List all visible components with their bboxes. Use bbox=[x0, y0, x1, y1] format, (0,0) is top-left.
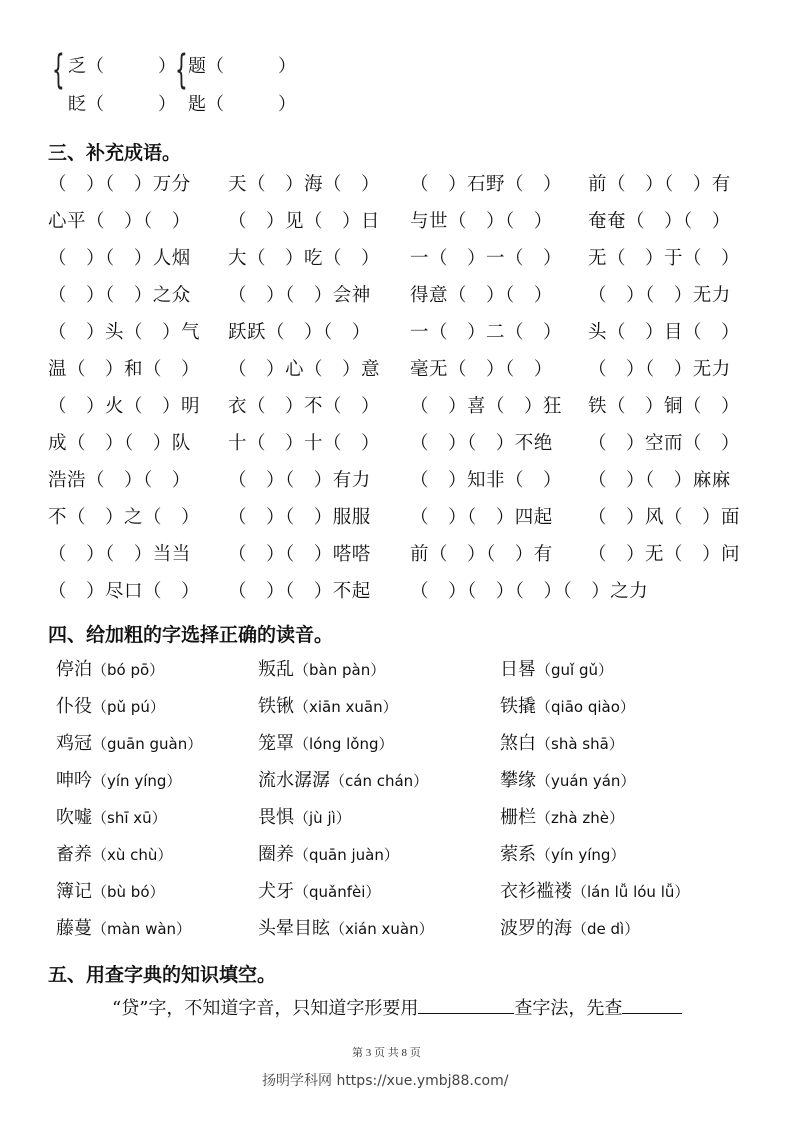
pronunciation-item bbox=[56, 729, 202, 755]
idiom-cell: 天（ ）海（ ） bbox=[228, 174, 381, 195]
idiom-cell: （ ）（ ）四起 bbox=[410, 507, 553, 528]
pronunciation-item bbox=[258, 655, 385, 681]
idiom-cell: （ ）空而（ ） bbox=[588, 433, 741, 454]
idiom-cell: （ ）见（ ）日 bbox=[228, 211, 381, 232]
pinyin-options: （pǔ pú） bbox=[92, 698, 165, 716]
pinyin-options: （bù bó） bbox=[92, 883, 165, 901]
pronunciation-item bbox=[56, 655, 164, 681]
idiom-cell: （ ）（ ）无力 bbox=[588, 359, 731, 380]
idiom-cell: （ ）（ ）万分 bbox=[48, 174, 191, 195]
idiom-cell: 成（ ）（ ）队 bbox=[48, 433, 191, 454]
idiom-cell: 铁（ ）铜（ ） bbox=[588, 396, 741, 417]
idiom-cell: 头（ ）目（ ） bbox=[588, 322, 741, 343]
pinyin-options: （màn wàn） bbox=[92, 920, 192, 938]
pronunciation-item bbox=[56, 766, 181, 792]
word: 煞白 bbox=[500, 733, 536, 754]
char-pair-2-bottom: 匙（ ） bbox=[188, 94, 296, 115]
idiom-cell: 前（ ）（ ）有 bbox=[410, 544, 553, 565]
word: 铁锹 bbox=[258, 696, 294, 717]
pronunciation-item bbox=[258, 914, 434, 940]
pinyin-options: （quān juàn） bbox=[294, 846, 399, 864]
word: 波罗的海 bbox=[500, 918, 572, 939]
pronunciation-item bbox=[500, 840, 625, 866]
section5-title: 五、用查字典的知识填空。 bbox=[48, 964, 277, 986]
pinyin-options: （xù chù） bbox=[92, 846, 173, 864]
pronunciation-item bbox=[500, 803, 624, 829]
section4-title: 四、给加粗的字选择正确的读音。 bbox=[48, 624, 334, 646]
char-pair-1-top: 乏（ ） bbox=[68, 56, 176, 77]
left-brace-icon: { bbox=[52, 47, 65, 93]
idiom-cell: （ ）头（ ）气 bbox=[48, 322, 201, 343]
idiom-cell: （ ）（ ）不起 bbox=[228, 581, 371, 602]
dictionary-question bbox=[112, 994, 682, 1020]
pinyin-options: （lóng lǒng） bbox=[294, 735, 394, 753]
idiom-cell: （ ）石野（ ） bbox=[410, 174, 563, 195]
idiom-cell: （ ）（ ）人烟 bbox=[48, 248, 191, 269]
pinyin-options: （quǎnfèi） bbox=[294, 883, 381, 901]
idiom-cell: （ ）（ ）当当 bbox=[48, 544, 191, 565]
idiom-cell: 心平（ ）（ ） bbox=[48, 211, 191, 232]
idiom-cell: 跃跃（ ）（ ） bbox=[228, 322, 371, 343]
word: 流水潺潺 bbox=[258, 770, 330, 791]
left-brace-icon: { bbox=[175, 47, 188, 93]
idiom-cell: （ ）（ ）服服 bbox=[228, 507, 371, 528]
pinyin-options: （cán chán） bbox=[330, 772, 429, 790]
pinyin-options: （zhà zhè） bbox=[536, 809, 624, 827]
pinyin-options: （lán lǚ lóu lǚ） bbox=[572, 883, 690, 901]
pronunciation-item bbox=[56, 914, 191, 940]
pronunciation-item bbox=[258, 840, 399, 866]
word: 吹嘘 bbox=[56, 807, 92, 828]
idiom-cell: 一（ ）二（ ） bbox=[410, 322, 563, 343]
pronunciation-item bbox=[258, 729, 394, 755]
page-number: 第 3 页 共 8 页 bbox=[352, 1047, 421, 1059]
idiom-cell: （ ）（ ）不绝 bbox=[410, 433, 553, 454]
idiom-cell: 不（ ）之（ ） bbox=[48, 507, 201, 528]
word: 铁撬 bbox=[500, 696, 536, 717]
word: 笼罩 bbox=[258, 733, 294, 754]
pronunciation-item bbox=[56, 803, 167, 829]
word: 仆役 bbox=[56, 696, 92, 717]
pinyin-options: （bàn pàn） bbox=[294, 661, 386, 679]
idiom-cell: 十（ ）十（ ） bbox=[228, 433, 381, 454]
pinyin-options: （jù jì） bbox=[294, 809, 351, 827]
word: 衣衫褴褛 bbox=[500, 881, 572, 902]
blank-line bbox=[418, 997, 514, 1014]
idiom-cell: （ ）（ ）有力 bbox=[228, 470, 371, 491]
word: 停泊 bbox=[56, 659, 92, 680]
pinyin-options: （shà shā） bbox=[536, 735, 624, 753]
pronunciation-item bbox=[56, 877, 165, 903]
idiom-cell: （ ）无（ ）问 bbox=[588, 544, 741, 565]
pinyin-options: （bó pō） bbox=[92, 661, 165, 679]
pronunciation-item bbox=[258, 766, 428, 792]
idiom-cell: 温（ ）和（ ） bbox=[48, 359, 201, 380]
idiom-cell: （ ）知非（ ） bbox=[410, 470, 563, 491]
word: 犬牙 bbox=[258, 881, 294, 902]
word: 畏惧 bbox=[258, 807, 294, 828]
blank-line bbox=[622, 997, 682, 1014]
idiom-cell: 前（ ）（ ）有 bbox=[588, 174, 731, 195]
idiom-cell: 大（ ）吃（ ） bbox=[228, 248, 381, 269]
word: 栅栏 bbox=[500, 807, 536, 828]
idiom-cell: 衣（ ）不（ ） bbox=[228, 396, 381, 417]
pinyin-options: （guān guàn） bbox=[92, 735, 203, 753]
idiom-cell: （ ）心（ ）意 bbox=[228, 359, 381, 380]
pinyin-options: （xián xuàn） bbox=[330, 920, 434, 938]
pronunciation-item bbox=[258, 803, 351, 829]
idiom-cell: （ ）喜（ ）狂 bbox=[410, 396, 563, 417]
word: 叛乱 bbox=[258, 659, 294, 680]
idiom-cell: 得意（ ）（ ） bbox=[410, 285, 553, 306]
idiom-cell: （ ）（ ）无力 bbox=[588, 285, 731, 306]
pinyin-options: （shī xū） bbox=[92, 809, 167, 827]
word: 日晷 bbox=[500, 659, 536, 680]
word: 藤蔓 bbox=[56, 918, 92, 939]
idiom-cell: （ ）（ ）会神 bbox=[228, 285, 371, 306]
pinyin-options: （yín yíng） bbox=[536, 846, 626, 864]
pronunciation-item bbox=[500, 655, 613, 681]
idiom-cell: （ ）火（ ）明 bbox=[48, 396, 201, 417]
pronunciation-item bbox=[500, 877, 689, 903]
pronunciation-item bbox=[500, 766, 635, 792]
idiom-cell: （ ）（ ）（ ）（ ）之力 bbox=[410, 581, 649, 602]
question-text-2: 查字法，先查 bbox=[514, 998, 623, 1019]
pinyin-options: （yín yíng） bbox=[92, 772, 182, 790]
pronunciation-item bbox=[500, 729, 624, 755]
pinyin-options: （de dì） bbox=[572, 920, 640, 938]
word: 圈养 bbox=[258, 844, 294, 865]
pinyin-options: （xiān xuān） bbox=[294, 698, 398, 716]
idiom-cell: （ ）尽口（ ） bbox=[48, 581, 201, 602]
idiom-cell: （ ）（ ）之众 bbox=[48, 285, 191, 306]
idiom-cell: 毫无（ ）（ ） bbox=[410, 359, 553, 380]
word: 头晕目眩 bbox=[258, 918, 330, 939]
idiom-cell: 无（ ）于（ ） bbox=[588, 248, 741, 269]
footer-watermark: 扬明学科网 https://xue.ymbj88.com/ bbox=[262, 1073, 509, 1089]
idiom-cell: （ ）风（ ）面 bbox=[588, 507, 741, 528]
char-pair-2-top: 题（ ） bbox=[188, 56, 296, 77]
word: 攀缘 bbox=[500, 770, 536, 791]
word: 簿记 bbox=[56, 881, 92, 902]
word: 鸡冠 bbox=[56, 733, 92, 754]
pronunciation-item bbox=[56, 692, 165, 718]
pronunciation-item bbox=[258, 877, 380, 903]
idiom-cell: 浩浩（ ）（ ） bbox=[48, 470, 191, 491]
idiom-cell: 一（ ）一（ ） bbox=[410, 248, 563, 269]
pinyin-options: （yuán yán） bbox=[536, 772, 636, 790]
pronunciation-item bbox=[500, 914, 639, 940]
word: 呻吟 bbox=[56, 770, 92, 791]
pinyin-options: （guǐ gǔ） bbox=[536, 661, 613, 679]
word: 萦系 bbox=[500, 844, 536, 865]
word: 畜养 bbox=[56, 844, 92, 865]
char-pair-1-bottom: 眨（ ） bbox=[68, 94, 176, 115]
idiom-cell: 与世（ ）（ ） bbox=[410, 211, 553, 232]
pronunciation-item bbox=[258, 692, 398, 718]
pinyin-options: （qiāo qiào） bbox=[536, 698, 635, 716]
idiom-cell: （ ）（ ）嗒嗒 bbox=[228, 544, 371, 565]
pronunciation-item bbox=[500, 692, 635, 718]
pronunciation-item bbox=[56, 840, 172, 866]
question-text-1: “贷”字，不知道字音，只知道字形要用 bbox=[112, 998, 419, 1019]
section3-title: 三、补充成语。 bbox=[48, 142, 182, 164]
idiom-cell: 奄奄（ ）（ ） bbox=[588, 211, 731, 232]
idiom-cell: （ ）（ ）麻麻 bbox=[588, 470, 731, 491]
